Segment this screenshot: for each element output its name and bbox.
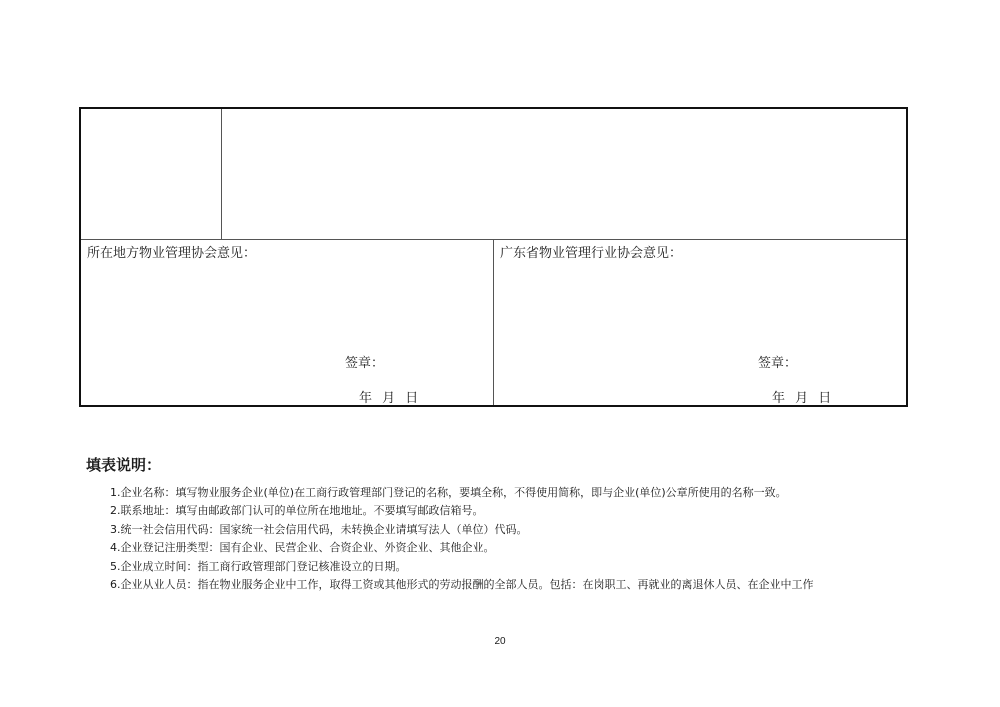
provincial-association-seal-label: 签章： xyxy=(758,356,798,371)
note-item: 3.统一社会信用代码：国家统一社会信用代码，未转换企业请填写法人（单位）代码。 xyxy=(110,522,528,536)
notes-title: 填表说明： xyxy=(86,456,162,474)
page-number: 20 xyxy=(494,636,506,647)
note-item: 4.企业登记注册类型：国有企业、民营企业、合资企业、外资企业、其他企业。 xyxy=(110,541,495,555)
note-item: 2.联系地址：填写由邮政部门认可的单位所在地地址。不要填写邮政信箱号。 xyxy=(110,504,484,518)
local-association-opinion-cell xyxy=(81,240,494,405)
note-item: 1.企业名称：填写物业服务企业(单位)在工商行政管理部门登记的名称，要填全称，不得使用简称，即与企业(单位)公章所使用的名称一致。 xyxy=(110,486,787,499)
local-association-opinion-label: 所在地方物业管理协会意见： xyxy=(87,246,257,261)
application-form-table xyxy=(79,107,908,407)
local-association-seal-label: 签章： xyxy=(345,356,385,371)
note-item: 6.企业从业人员：指在物业服务企业中工作，取得工资或其他形式的劳动报酬的全部人员。包括：在岗职工、再就业的离退休人员、在企业中工作 xyxy=(110,578,814,592)
form-cell-blank-label xyxy=(81,109,222,239)
form-cell-blank-content xyxy=(222,109,906,239)
note-item: 5.企业成立时间：指工商行政管理部门登记核准设立的日期。 xyxy=(110,559,407,573)
provincial-association-opinion-label: 广东省物业管理行业协会意见： xyxy=(500,246,683,261)
provincial-association-date-label: 年 月 日 xyxy=(772,391,832,406)
provincial-association-opinion-cell xyxy=(494,240,906,405)
notes-list xyxy=(110,484,814,594)
local-association-date-label: 年 月 日 xyxy=(359,391,419,406)
